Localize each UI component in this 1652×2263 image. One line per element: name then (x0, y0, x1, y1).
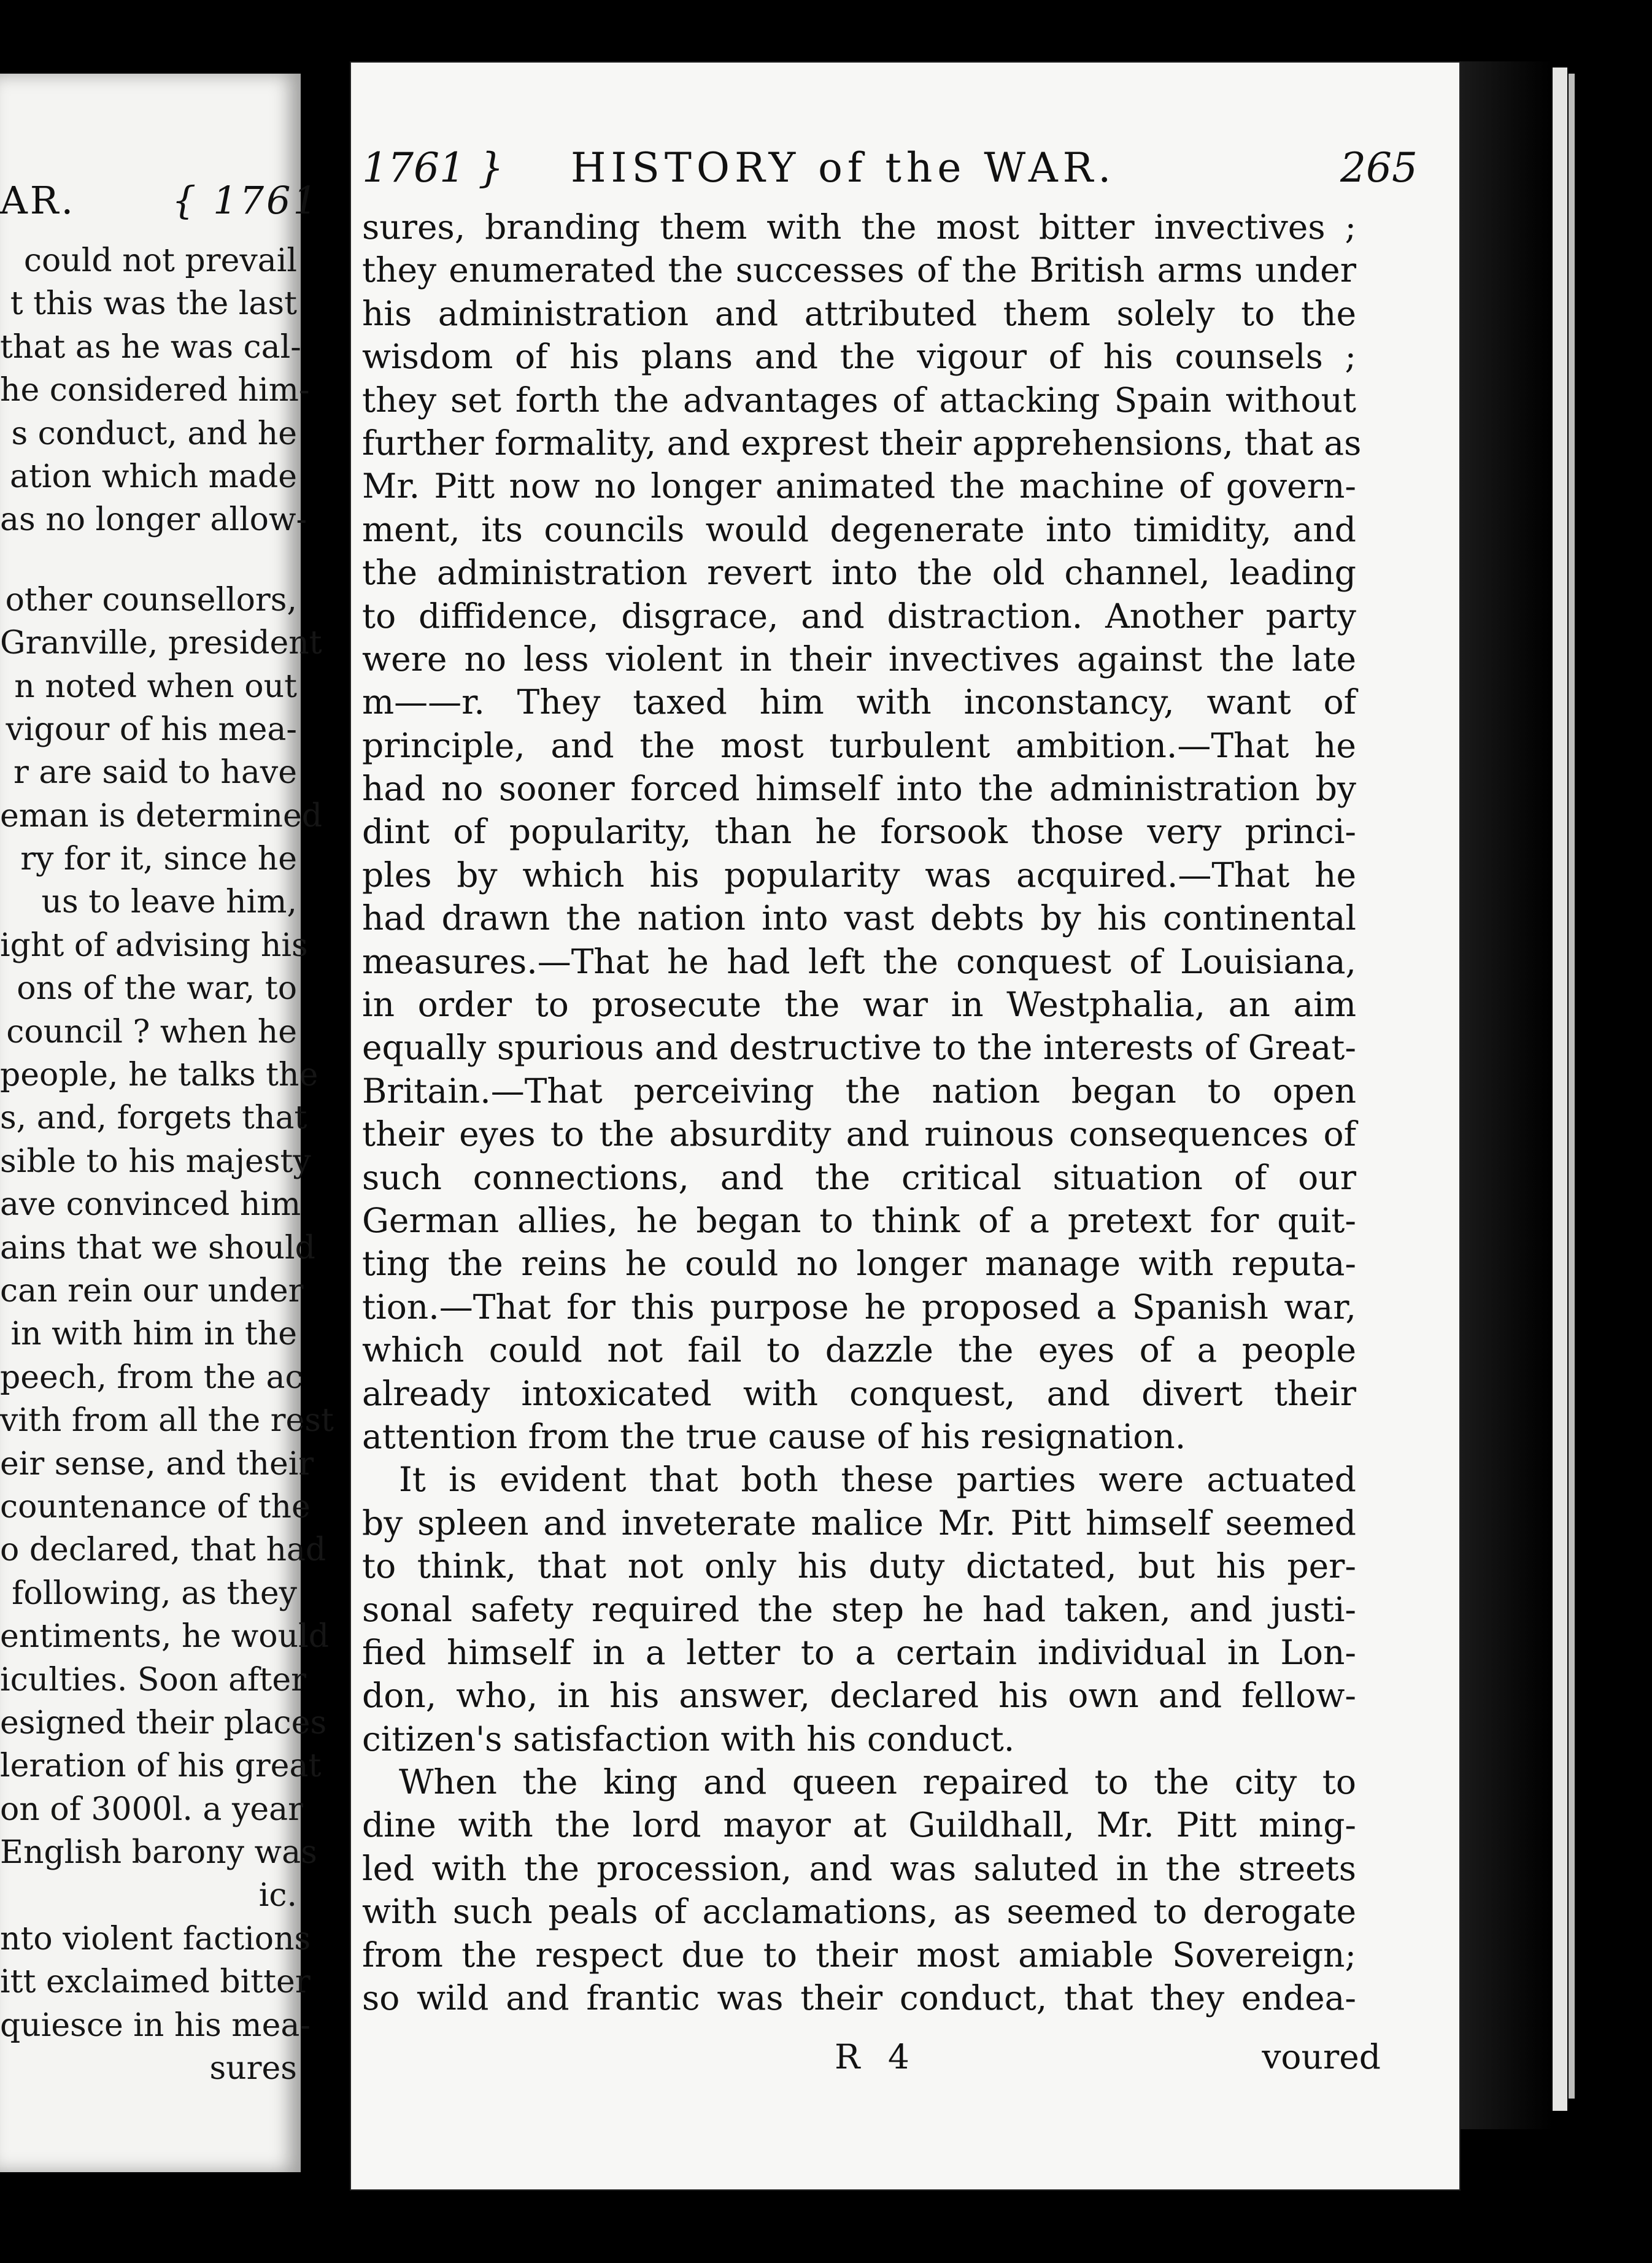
running-head-year: 1761 } (362, 144, 504, 191)
page-edge-shadow (1569, 74, 1575, 2099)
facing-page-line: itt exclaimed bitter (0, 1964, 311, 2001)
facing-page-line: iculties. Soon after (0, 1661, 306, 1698)
facing-page-line: t this was the last (10, 285, 297, 323)
text-line: ples by which his popularity was acquired.—That he (362, 855, 1356, 895)
facing-page-line: ic. (258, 1877, 297, 1914)
running-head-title: HISTORY of the WAR. (571, 144, 1116, 191)
text-line: ment, its councils would degenerate into timidity, and (362, 509, 1356, 549)
facing-page-line: can rein our under (0, 1272, 304, 1309)
text-line: to diffidence, disgrace, and distraction. Another party (362, 596, 1356, 636)
facing-page-line: ation which made (10, 458, 297, 495)
facing-page-line: eman is determined (0, 797, 323, 835)
text-line: had drawn the nation into vast debts by his continental (362, 898, 1356, 938)
facing-page-line: sible to his majesty (0, 1143, 311, 1180)
facing-page-text (0, 239, 334, 2090)
text-line: his administration and attributed them solely to the (362, 293, 1356, 333)
running-head (362, 144, 1430, 206)
facing-page-line: other counsellors, (5, 581, 297, 619)
text-line: citizen's satisfaction with his conduct. (362, 1719, 1015, 1759)
text-line: m——r. They taxed him with inconstancy, want of (362, 682, 1356, 722)
facing-page-line: ons of the war, to (17, 970, 297, 1008)
facing-page-line: ry for it, since he (20, 841, 297, 878)
facing-page-line: English barony was (0, 1834, 317, 1872)
text-line: attention from the true cause of his resignation. (362, 1416, 1186, 1456)
facing-page-line: ight of advising his (0, 927, 308, 964)
text-line: sonal safety required the step he had taken, and justi- (362, 1589, 1356, 1629)
text-line: led with the procession, and was saluted in the streets (362, 1848, 1356, 1888)
text-line: were no less violent in their invectives against the late (362, 639, 1356, 679)
facing-page-year: { 1761 (172, 178, 320, 223)
facing-page-line: n noted when out (14, 668, 297, 705)
text-line: in order to prosecute the war in Westphalia, an aim (362, 985, 1356, 1025)
text-line: the administration revert into the old channel, leading (362, 553, 1356, 593)
text-line: had no sooner forced himself into the administration by (362, 769, 1356, 809)
text-line: to think, that not only his duty dictated, but his per- (362, 1546, 1356, 1586)
text-line: When the king and queen repaired to the city to (399, 1762, 1356, 1802)
text-line: equally spurious and destructive to the interests of Great- (362, 1028, 1356, 1068)
facing-page-line: ains that we should (0, 1229, 315, 1266)
facing-page-line: r are said to have (13, 754, 297, 792)
facing-page-line: following, as they (12, 1575, 297, 1612)
facing-page-line: peech, from the ac (0, 1359, 303, 1396)
facing-page-line: s conduct, and he (11, 415, 297, 452)
text-line: with such peals of acclamations, as seemed to derogate (362, 1892, 1356, 1932)
catchword: voured (1262, 2037, 1381, 2076)
text-line: such connections, and the critical situation of our (362, 1157, 1356, 1197)
page-number: 265 (1340, 144, 1418, 191)
facing-page-line: quiesce in his mea- (0, 2007, 311, 2044)
facing-page-line: could not prevail (23, 242, 297, 279)
text-line: tion.—That for this purpose he proposed a Spanish war, (362, 1287, 1356, 1327)
text-line: It is evident that both these parties were actuated (399, 1460, 1356, 1500)
text-line: from the respect due to their most amiable Sovereign; (362, 1935, 1356, 1975)
text-line: by spleen and inveterate malice Mr. Pitt himself seemed (362, 1503, 1356, 1543)
text-line: Mr. Pitt now no longer animated the machine of govern- (362, 466, 1356, 506)
facing-page-line: he considered him- (0, 372, 310, 409)
facing-page-left (0, 74, 334, 2172)
body-text (362, 206, 1362, 2019)
facing-page-line: in with him in the (10, 1316, 297, 1353)
signature-mark: R 4 (835, 2037, 918, 2076)
page-edge (1553, 67, 1567, 2111)
facing-page-line: eir sense, and their (0, 1445, 314, 1482)
facing-page-line: council ? when he (6, 1013, 297, 1051)
text-line: dint of popularity, than he forsook those very princi- (362, 812, 1356, 852)
facing-page-line: entiments, he would (0, 1618, 330, 1656)
text-line: Britain.—That perceiving the nation began to open (362, 1071, 1356, 1111)
book-gutter (1461, 61, 1553, 2129)
facing-page-line: as no longer allow- (0, 501, 307, 539)
facing-page-header (0, 178, 320, 233)
facing-page-running-title: AR. (0, 178, 76, 223)
text-line: don, who, in his answer, declared his own and fellow- (362, 1676, 1356, 1716)
page-footer (362, 2037, 1381, 2086)
text-line: dine with the lord mayor at Guildhall, Mr. Pitt ming- (362, 1805, 1356, 1845)
text-line: further formality, and exprest their apprehensions, that as (362, 423, 1362, 463)
text-line: which could not fail to dazzle the eyes of a people (362, 1330, 1356, 1370)
facing-page-line: o declared, that had (0, 1532, 326, 1569)
facing-page-line: esigned their places (0, 1704, 327, 1741)
text-line: already intoxicated with conquest, and divert their (362, 1373, 1356, 1413)
facing-page-line: sures (209, 2050, 297, 2088)
text-line: measures.—That he had left the conquest of Louisiana, (362, 941, 1356, 981)
facing-page-line: on of 3000l. a year (0, 1791, 303, 1828)
facing-page-line: people, he talks the (0, 1057, 318, 1094)
facing-page-line: nto violent factions (0, 1920, 311, 1957)
text-line: fied himself in a letter to a certain individual in Lon- (362, 1632, 1356, 1672)
facing-page-line: that as he was cal- (0, 328, 301, 366)
text-line: sures, branding them with the most bitter invectives ; (362, 207, 1356, 247)
facing-page-line: vigour of his mea- (6, 711, 297, 748)
text-line: wisdom of his plans and the vigour of his counsels ; (362, 337, 1356, 377)
facing-page-line: ave convinced him (0, 1186, 301, 1224)
facing-page-line: leration of his great (0, 1748, 322, 1785)
facing-page-line: countenance of the (0, 1488, 311, 1525)
facing-page-line: Granville, president (0, 625, 322, 662)
text-line: they enumerated the successes of the British arms under (362, 250, 1356, 290)
facing-page-line: us to leave him, (41, 884, 297, 921)
facing-page-line (0, 542, 301, 579)
text-line: principle, and the most turbulent ambition.—That he (362, 725, 1356, 765)
text-line: their eyes to the absurdity and ruinous consequences of (362, 1114, 1356, 1154)
text-line: so wild and frantic was their conduct, that they endea- (362, 1978, 1356, 2018)
text-line: they set forth the advantages of attacking Spain without (362, 380, 1356, 420)
text-line: ting the reins he could no longer manage with reputa- (362, 1244, 1356, 1284)
facing-page-line: vith from all the rest (0, 1402, 334, 1440)
facing-page-line: s, and, forgets that (0, 1100, 307, 1137)
text-line: German allies, he began to think of a pretext for quit- (362, 1200, 1356, 1240)
